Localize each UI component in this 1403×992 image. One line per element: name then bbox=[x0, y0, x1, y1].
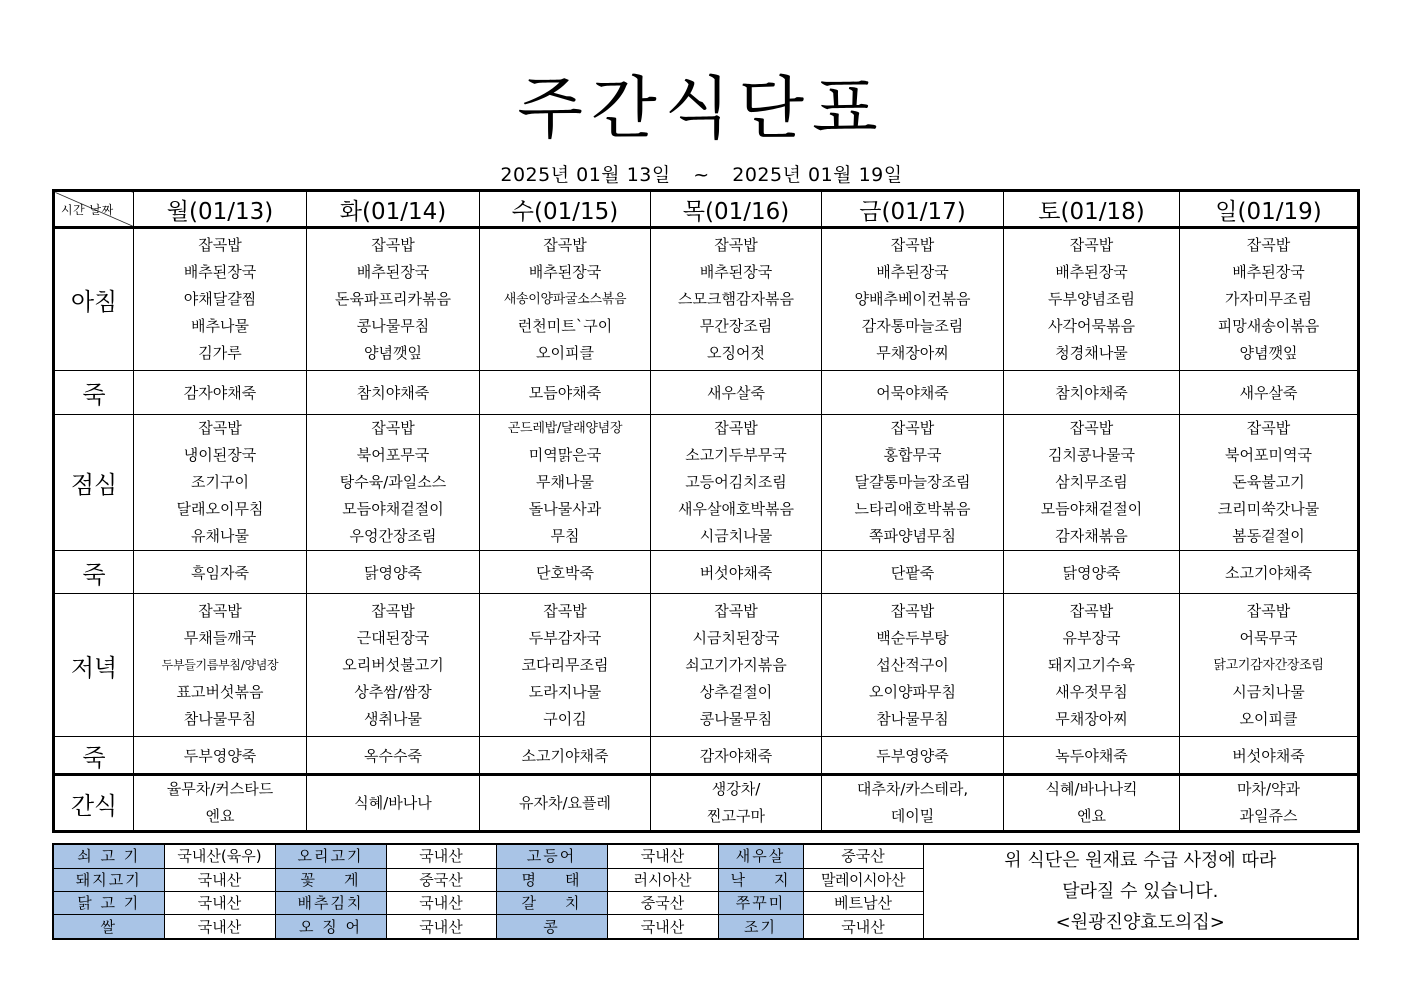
menu-item: 유채나물 bbox=[191, 527, 249, 545]
menu-item: 김치콩나물국 bbox=[1048, 446, 1135, 464]
note-line: 달라질 수 있습니다. bbox=[1062, 881, 1219, 902]
menu-item: 잡곡밥 bbox=[1246, 236, 1291, 254]
menu-cell bbox=[134, 775, 307, 832]
menu-item: 찐고구마 bbox=[707, 807, 765, 825]
porridge-row bbox=[54, 371, 1359, 415]
menu-cell bbox=[134, 228, 307, 371]
menu-cell: 녹두야채죽 bbox=[1004, 737, 1180, 775]
menu-item: 표고버섯볶음 bbox=[176, 682, 264, 701]
date-range-separator: ~ bbox=[693, 164, 710, 186]
menu-item: 엔요 bbox=[205, 807, 235, 825]
origin-item: 명 태 bbox=[496, 868, 607, 891]
menu-cell bbox=[651, 228, 822, 371]
menu-item: 식혜/바나나킥 bbox=[1045, 780, 1138, 798]
menu-item: 돌나물사과 bbox=[528, 500, 602, 518]
menu-item: 배추된장국 bbox=[876, 263, 949, 281]
menu-item: 쇠고기가지볶음 bbox=[685, 655, 787, 674]
origin-value: 국내산 bbox=[386, 915, 496, 939]
day-header: 수(01/15) bbox=[480, 191, 651, 228]
porridge-row bbox=[54, 737, 1359, 775]
menu-cell: 두부영양죽 bbox=[134, 737, 307, 775]
menu-item: 대추차/카스테라, bbox=[856, 780, 969, 798]
menu-item: 청경채나물 bbox=[1055, 344, 1128, 362]
menu-cell: 두부영양죽 bbox=[822, 737, 1004, 775]
menu-item: 잡곡밥 bbox=[714, 419, 758, 437]
meal-label: 점심 bbox=[54, 415, 134, 551]
menu-item: 잡곡밥 bbox=[198, 601, 242, 620]
menu-item: 잡곡밥 bbox=[890, 419, 935, 437]
menu-cell: 새우살죽 bbox=[651, 371, 822, 415]
menu-item: 모듬야채겉절이 bbox=[342, 500, 444, 518]
menu-item: 감자채볶음 bbox=[1055, 527, 1128, 545]
menu-item: 피망새송이볶음 bbox=[1217, 317, 1320, 335]
menu-item: 오이양파무침 bbox=[869, 682, 956, 701]
menu-cell: 모듬야채죽 bbox=[480, 371, 651, 415]
origin-note bbox=[923, 844, 1358, 939]
menu-cell bbox=[651, 775, 822, 832]
origin-item: 콩 bbox=[496, 915, 607, 939]
menu-item: 상추쌈/쌈장 bbox=[354, 682, 432, 701]
menu-item: 잡곡밥 bbox=[198, 419, 242, 437]
menu-item: 조기구이 bbox=[191, 473, 249, 491]
menu-item: 오징어젓 bbox=[707, 344, 765, 362]
origin-item: 조기 bbox=[718, 915, 803, 939]
menu-cell bbox=[822, 415, 1004, 551]
menu-item: 참나물무침 bbox=[183, 709, 257, 728]
menu-item: 잡곡밥 bbox=[1069, 236, 1114, 254]
menu-cell: 닭영양죽 bbox=[307, 551, 480, 594]
menu-item: 김가루 bbox=[198, 344, 242, 362]
origin-value: 국내산(육우) bbox=[164, 844, 275, 868]
menu-item: 오이피클 bbox=[536, 344, 594, 362]
menu-item: 시금치된장국 bbox=[692, 628, 780, 647]
menu-item: 상추겉절이 bbox=[699, 682, 773, 701]
menu-cell bbox=[307, 775, 480, 832]
origin-item: 꽃 게 bbox=[275, 868, 386, 891]
menu-item: 도라지나물 bbox=[528, 682, 602, 701]
menu-cell: 새우살죽 bbox=[1180, 371, 1359, 415]
menu-item: 두부양념조림 bbox=[1048, 290, 1135, 308]
menu-cell bbox=[651, 415, 822, 551]
menu-item: 미역맑은국 bbox=[528, 446, 602, 464]
menu-item: 잡곡밥 bbox=[543, 236, 587, 254]
corner-cell bbox=[54, 191, 134, 228]
menu-cell bbox=[480, 228, 651, 371]
menu-item: 잡곡밥 bbox=[890, 236, 935, 254]
menu-item: 돈육파프리카볶음 bbox=[335, 290, 451, 308]
menu-item: 참나물무침 bbox=[876, 709, 949, 728]
menu-cell bbox=[307, 228, 480, 371]
menu-cell: 흑임자죽 bbox=[134, 551, 307, 594]
menu-item: 잡곡밥 bbox=[1246, 419, 1291, 437]
menu-item: 율무차/커스타드 bbox=[166, 780, 274, 798]
menu-item: 무침 bbox=[550, 527, 580, 545]
origin-value: 베트남산 bbox=[803, 891, 923, 914]
menu-item: 생취나물 bbox=[364, 709, 422, 728]
origin-value: 말레이시아산 bbox=[803, 868, 923, 891]
menu-item: 배추된장국 bbox=[1232, 263, 1305, 281]
lunch-row bbox=[54, 415, 1359, 551]
menu-item: 잡곡밥 bbox=[1069, 601, 1114, 620]
menu-item: 어묵무국 bbox=[1239, 628, 1298, 647]
menu-item: 시금치나물 bbox=[699, 527, 773, 545]
menu-cell: 옥수수죽 bbox=[307, 737, 480, 775]
menu-item: 배추된장국 bbox=[356, 263, 430, 281]
menu-item: 런천미트`구이 bbox=[517, 317, 613, 335]
menu-cell bbox=[1180, 594, 1359, 737]
origin-value: 국내산 bbox=[164, 891, 275, 914]
menu-cell bbox=[1004, 594, 1180, 737]
menu-item: 시금치나물 bbox=[1232, 682, 1305, 701]
menu-item: 배추된장국 bbox=[699, 263, 773, 281]
menu-item: 과일쥬스 bbox=[1239, 807, 1298, 825]
day-header: 화(01/14) bbox=[307, 191, 480, 228]
menu-item: 돈육불고기 bbox=[1232, 473, 1305, 491]
menu-item: 잡곡밥 bbox=[714, 601, 758, 620]
menu-cell bbox=[1180, 415, 1359, 551]
menu-cell bbox=[480, 594, 651, 737]
origin-item: 쭈꾸미 bbox=[718, 891, 803, 914]
menu-cell bbox=[822, 228, 1004, 371]
menu-cell: 버섯야채죽 bbox=[1180, 737, 1359, 775]
menu-item: 배추된장국 bbox=[183, 263, 257, 281]
menu-item: 크리미쑥갓나물 bbox=[1217, 500, 1320, 518]
meal-label: 아침 bbox=[54, 228, 134, 371]
menu-item: 콩나물무침 bbox=[356, 317, 430, 335]
menu-cell: 참치야채죽 bbox=[1004, 371, 1180, 415]
menu-cell: 감자야채죽 bbox=[134, 371, 307, 415]
origin-item: 갈 치 bbox=[496, 891, 607, 914]
dinner-row bbox=[54, 594, 1359, 737]
menu-item: 고등어김치조림 bbox=[685, 473, 787, 491]
menu-item: 오리버섯불고기 bbox=[342, 655, 444, 674]
menu-item: 홍합무국 bbox=[883, 446, 942, 464]
menu-item: 잡곡밥 bbox=[371, 419, 415, 437]
menu-item: 유자차/요플레 bbox=[519, 793, 611, 812]
menu-cell bbox=[134, 594, 307, 737]
menu-cell: 버섯야채죽 bbox=[651, 551, 822, 594]
menu-cell bbox=[1180, 228, 1359, 371]
menu-item: 식혜/바나나 bbox=[354, 793, 432, 812]
menu-cell bbox=[307, 415, 480, 551]
menu-item: 새우젓무침 bbox=[1055, 682, 1128, 701]
origin-value: 중국산 bbox=[803, 844, 923, 868]
menu-item: 두부감자국 bbox=[528, 628, 602, 647]
meal-label: 죽 bbox=[54, 371, 134, 415]
meal-label: 죽 bbox=[54, 737, 134, 775]
origin-item: 새우살 bbox=[718, 844, 803, 868]
menu-item: 느타리애호박볶음 bbox=[854, 500, 971, 518]
menu-item: 마차/약과 bbox=[1236, 780, 1300, 798]
menu-cell: 소고기야채죽 bbox=[1180, 551, 1359, 594]
origin-item: 오 징 어 bbox=[275, 915, 386, 939]
menu-item: 무채장아찌 bbox=[876, 344, 949, 362]
menu-item: 잡곡밥 bbox=[1069, 419, 1114, 437]
origin-value: 국내산 bbox=[607, 844, 718, 868]
menu-item: 양념깻잎 bbox=[364, 344, 422, 362]
menu-cell bbox=[1004, 228, 1180, 371]
menu-cell: 어묵야채죽 bbox=[822, 371, 1004, 415]
menu-item: 양배추베이컨볶음 bbox=[854, 290, 971, 308]
menu-item: 배추된장국 bbox=[1055, 263, 1128, 281]
menu-item: 배추된장국 bbox=[528, 263, 602, 281]
menu-item: 삼치무조림 bbox=[1055, 473, 1128, 491]
menu-item: 유부장국 bbox=[1062, 628, 1121, 647]
menu-cell: 닭영양죽 bbox=[1004, 551, 1180, 594]
menu-cell: 감자야채죽 bbox=[651, 737, 822, 775]
header-row bbox=[54, 191, 1359, 228]
menu-item: 쪽파양념무침 bbox=[869, 527, 956, 545]
date-range-start: 2025년 01월 13일 bbox=[500, 164, 671, 186]
meal-label: 저녁 bbox=[54, 594, 134, 737]
menu-item: 모듬야채겉절이 bbox=[1040, 500, 1143, 518]
menu-cell bbox=[134, 415, 307, 551]
origin-value: 러시아산 bbox=[607, 868, 718, 891]
menu-item: 잡곡밥 bbox=[198, 236, 242, 254]
origin-item: 배추김치 bbox=[275, 891, 386, 914]
origin-value: 중국산 bbox=[607, 891, 718, 914]
menu-item: 달걀통마늘장조림 bbox=[854, 473, 971, 491]
origin-item: 돼지고기 bbox=[53, 868, 164, 891]
page-title: 주간식단표 bbox=[517, 70, 886, 149]
menu-item: 구이김 bbox=[543, 709, 587, 728]
menu-item: 돼지고기수육 bbox=[1048, 655, 1135, 674]
menu-item: 양념깻잎 bbox=[1239, 344, 1298, 362]
note-line: <원광진양효도의집> bbox=[1055, 912, 1225, 933]
menu-item: 잡곡밥 bbox=[371, 601, 415, 620]
day-header: 금(01/17) bbox=[822, 191, 1004, 228]
menu-item: 무채나물 bbox=[536, 473, 594, 491]
date-range-end: 2025년 01월 19일 bbox=[732, 164, 903, 186]
menu-item: 곤드레밥/달래양념장 bbox=[507, 421, 623, 436]
origin-value: 국내산 bbox=[386, 891, 496, 914]
menu-item: 탕수육/과일소스 bbox=[339, 473, 447, 491]
menu-item: 새송이양파굴소스볶음 bbox=[503, 292, 627, 307]
menu-item: 스모크햄감자볶음 bbox=[678, 290, 794, 308]
origin-item: 오리고기 bbox=[275, 844, 386, 868]
day-header: 목(01/16) bbox=[651, 191, 822, 228]
menu-item: 배추나물 bbox=[191, 317, 249, 335]
menu-cell bbox=[480, 415, 651, 551]
meal-label: 죽 bbox=[54, 551, 134, 594]
menu-item: 생강차/ bbox=[711, 780, 761, 798]
menu-item: 잡곡밥 bbox=[890, 601, 935, 620]
menu-item: 감자통마늘조림 bbox=[861, 317, 964, 335]
menu-item: 우엉간장조림 bbox=[349, 527, 437, 545]
menu-item: 북어포미역국 bbox=[1225, 446, 1312, 464]
menu-item: 가자미무조림 bbox=[1225, 290, 1312, 308]
note-line: 위 식단은 원재료 수급 사정에 따라 bbox=[1004, 850, 1277, 871]
porridge-row bbox=[54, 551, 1359, 594]
day-header: 토(01/18) bbox=[1004, 191, 1180, 228]
origin-item: 닭 고 기 bbox=[53, 891, 164, 914]
meal-label: 간식 bbox=[54, 775, 134, 832]
origin-value: 중국산 bbox=[386, 868, 496, 891]
menu-cell bbox=[822, 594, 1004, 737]
menu-item: 달래오이무침 bbox=[176, 500, 264, 518]
menu-item: 섭산적구이 bbox=[876, 655, 949, 674]
date-range bbox=[0, 163, 1403, 187]
menu-cell bbox=[1004, 775, 1180, 832]
menu-item: 두부들기름부침/양념장 bbox=[161, 657, 279, 672]
origin-item: 쇠 고 기 bbox=[53, 844, 164, 868]
origin-value: 국내산 bbox=[607, 915, 718, 939]
menu-item: 야채달걀찜 bbox=[183, 290, 257, 308]
origin-value: 국내산 bbox=[803, 915, 923, 939]
menu-item: 백순두부탕 bbox=[876, 628, 949, 647]
origin-value: 국내산 bbox=[164, 915, 275, 939]
menu-cell bbox=[822, 775, 1004, 832]
origin-item: 낙 지 bbox=[718, 868, 803, 891]
menu-item: 코다리무조림 bbox=[521, 655, 609, 674]
corner-label: 시간 날짜 bbox=[61, 203, 114, 217]
menu-item: 봄동겉절이 bbox=[1232, 527, 1305, 545]
origin-table bbox=[52, 843, 1359, 940]
menu-item: 오이피클 bbox=[1239, 709, 1298, 728]
snack-row bbox=[54, 775, 1359, 832]
menu-item: 무채장아찌 bbox=[1055, 709, 1128, 728]
origin-value: 국내산 bbox=[164, 868, 275, 891]
day-header: 일(01/19) bbox=[1180, 191, 1359, 228]
menu-cell bbox=[1004, 415, 1180, 551]
menu-cell: 소고기야채죽 bbox=[480, 737, 651, 775]
menu-item: 잡곡밥 bbox=[543, 601, 587, 620]
menu-item: 사각어묵볶음 bbox=[1048, 317, 1135, 335]
breakfast-row bbox=[54, 228, 1359, 371]
menu-item: 콩나물무침 bbox=[699, 709, 773, 728]
day-header: 월(01/13) bbox=[134, 191, 307, 228]
menu-item: 근대된장국 bbox=[356, 628, 430, 647]
origin-item: 쌀 bbox=[53, 915, 164, 939]
menu-item: 소고기두부무국 bbox=[685, 446, 787, 464]
menu-item: 북어포무국 bbox=[356, 446, 430, 464]
menu-item: 무채들깨국 bbox=[183, 628, 257, 647]
menu-cell bbox=[1180, 775, 1359, 832]
menu-item: 엔요 bbox=[1077, 807, 1106, 825]
menu-cell bbox=[307, 594, 480, 737]
menu-item: 잡곡밥 bbox=[1246, 601, 1291, 620]
weekly-menu-table bbox=[52, 189, 1360, 833]
origin-value: 국내산 bbox=[386, 844, 496, 868]
menu-cell bbox=[651, 594, 822, 737]
menu-item: 냉이된장국 bbox=[183, 446, 257, 464]
menu-item: 잡곡밥 bbox=[371, 236, 415, 254]
menu-item: 데이밀 bbox=[890, 807, 935, 825]
origin-item: 고등어 bbox=[496, 844, 607, 868]
menu-cell: 참치야채죽 bbox=[307, 371, 480, 415]
menu-item: 새우살애호박볶음 bbox=[678, 500, 794, 518]
menu-cell: 단팥죽 bbox=[822, 551, 1004, 594]
menu-item: 잡곡밥 bbox=[714, 236, 758, 254]
menu-item: 무간장조림 bbox=[699, 317, 773, 335]
menu-item: 닭고기감자간장조림 bbox=[1213, 657, 1324, 673]
menu-cell: 단호박죽 bbox=[480, 551, 651, 594]
menu-cell bbox=[480, 775, 651, 832]
